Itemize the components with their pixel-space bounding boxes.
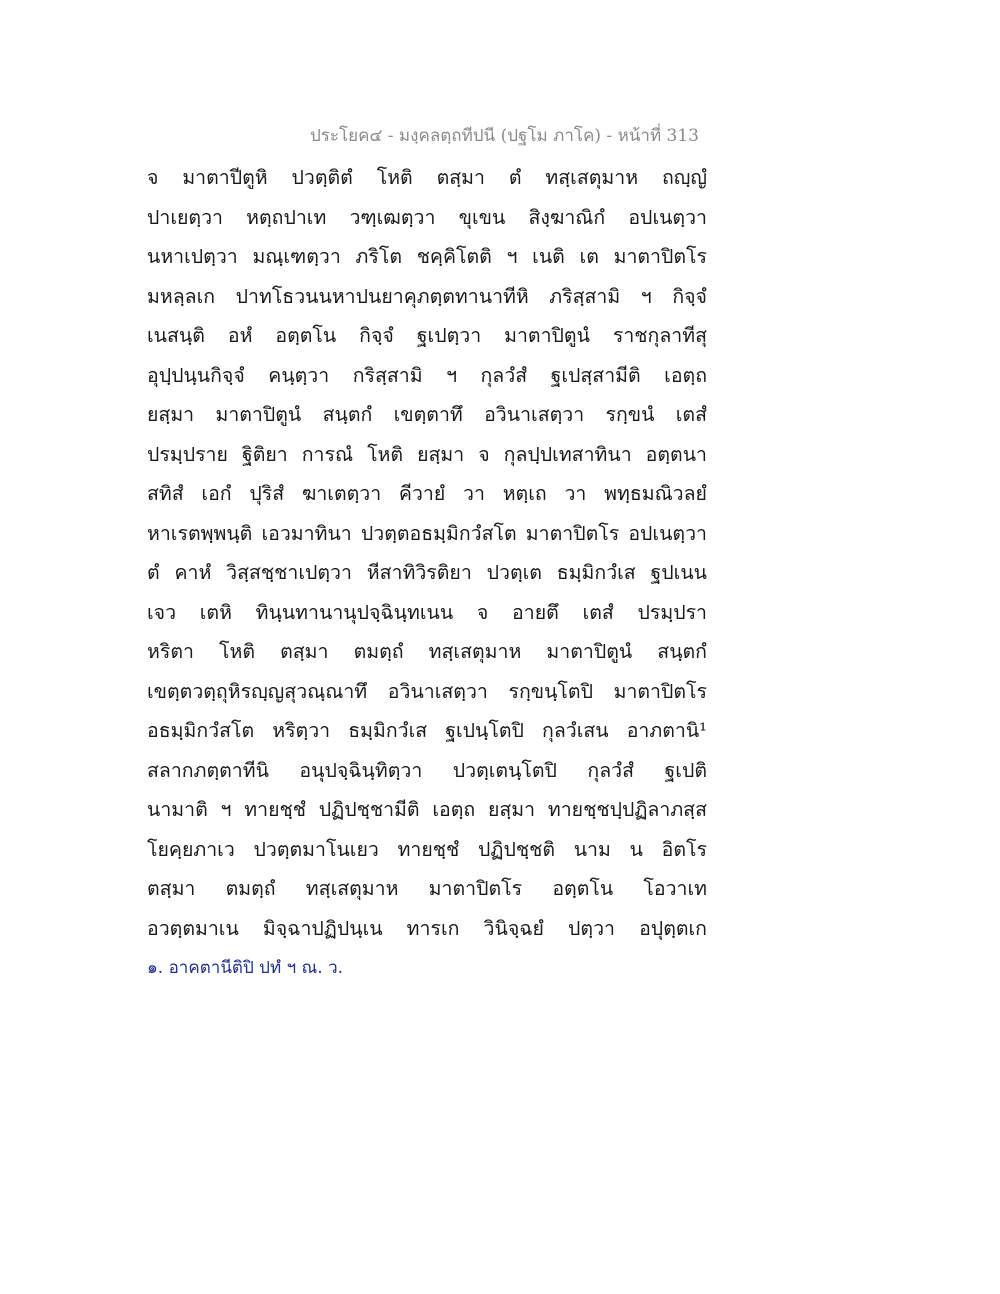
text-line: โยคฺยภาเว ปวตฺตมาโนเยว ทายชฺชํ ปฏิปชฺชติ นาม น อิตโร (147, 837, 707, 861)
text-line: สทิสํ เอกํ ปุริสํ ฆาเตตฺวา คีวายํ วา หตฺเถ วา พทฺธมณิวลยํ (147, 482, 707, 505)
text-line: สลากภตฺตาทีนิ อนุปจฺฉินฺทิตฺวา ปวตฺเตนฺโตปิ กุลวํสํ ฐเปติ (147, 758, 707, 782)
text-line: มหลฺลเก ปาทโธวนนหาปนยาคุภตฺตทานาทีหิ ภริสฺสามิ ฯ กิจฺจํ (147, 284, 707, 308)
text-line: นามาติ ฯ ทายชฺชํ ปฏิปชฺชามีติ เอตฺถ ยสฺมา ทายชฺชปฺปฏิลาภสฺส (147, 798, 707, 821)
text-line: นหาเปตฺวา มณฺเฑตฺวา ภริโต ชคฺคิโตติ ฯ เนติ เต มาตาปิตโร (147, 245, 707, 268)
text-line: ตสฺมา ตมตฺถํ ทสฺเสตุมาห มาตาปิตโร อตฺตโน โอวาเท (147, 877, 707, 900)
body-text (147, 158, 707, 948)
text-line: เนสนฺติ อหํ อตฺตโน กิจฺจํ ฐเปตฺวา มาตาปิตูนํ ราชกุลาทีสุ (147, 324, 707, 347)
text-line: หริตา โหติ ตสฺมา ตมตฺถํ ทสฺเสตุมาห มาตาปิตูนํ สนฺตกํ (147, 640, 707, 663)
text-line: จ มาตาปีตูหิ ปวตฺติตํ โหติ ตสฺมา ตํ ทสฺเสตุมาห ถญฺญํ (147, 166, 707, 189)
text-line: อวตฺตมาเน มิจฺฉาปฏิปนฺเน ทารเก วินิจฺฉยํ ปตฺวา อปุตฺตเก (147, 916, 707, 940)
text-line: ปาเยตฺวา หตฺถปาเท วฑฺเฒตฺวา ขุเขน สิงฺฆาณิกํ อปเนตฺวา (147, 205, 707, 229)
text-line: ปรมฺปราย ฐิติยา การณํ โหติ ยสฺมา จ กุลปฺปเทสาทินา อตฺตนา (147, 442, 707, 466)
text-line: อุปฺปนฺนกิจฺจํ คนฺตฺวา กริสฺสามิ ฯ กุลวํสํ ฐเปสฺสามีติ เอตฺถ (147, 363, 707, 387)
text-line: ตํ คาหํ วิสฺสชฺชาเปตฺวา หีสาทิวิรติยา ปวตฺเต ธมฺมิกวํเส ฐปเนน (147, 561, 707, 584)
footnote: ๑. อาคตานีติปิ ปทํ ฯ ณ. ว. (147, 958, 344, 978)
running-header: ประโยค๔ - มงฺคลตฺถทีปนี (ปฐโม ภาโค) - หน้าที่ 313 (310, 126, 699, 146)
text-line: หาเรตพฺพนฺติ เอวมาทินา ปวตฺตอธมฺมิกวํสโต มาตาปิตโร อปเนตฺวา (147, 521, 707, 545)
text-line: เขตฺตวตฺถุหิรญฺญสุวณฺณาทึ อวินาเสตฺวา รกฺขนฺโตปิ มาตาปิตโร (147, 679, 707, 703)
text-line: ยสฺมา มาตาปิตูนํ สนฺตกํ เขตฺตาทึ อวินาเสตฺวา รกฺขนํ เตสํ (147, 403, 707, 426)
text-line: เจว เตหิ ทินฺนทานานุปจฺฉินฺทเนน จ อายตึ เตสํ ปรมฺปรา (147, 600, 707, 624)
text-line: อธมฺมิกวํสโต หริตฺวา ธมฺมิกวํเส ฐเปนฺโตปิ กุลวํเสน อาภตานิ¹ (147, 719, 707, 742)
